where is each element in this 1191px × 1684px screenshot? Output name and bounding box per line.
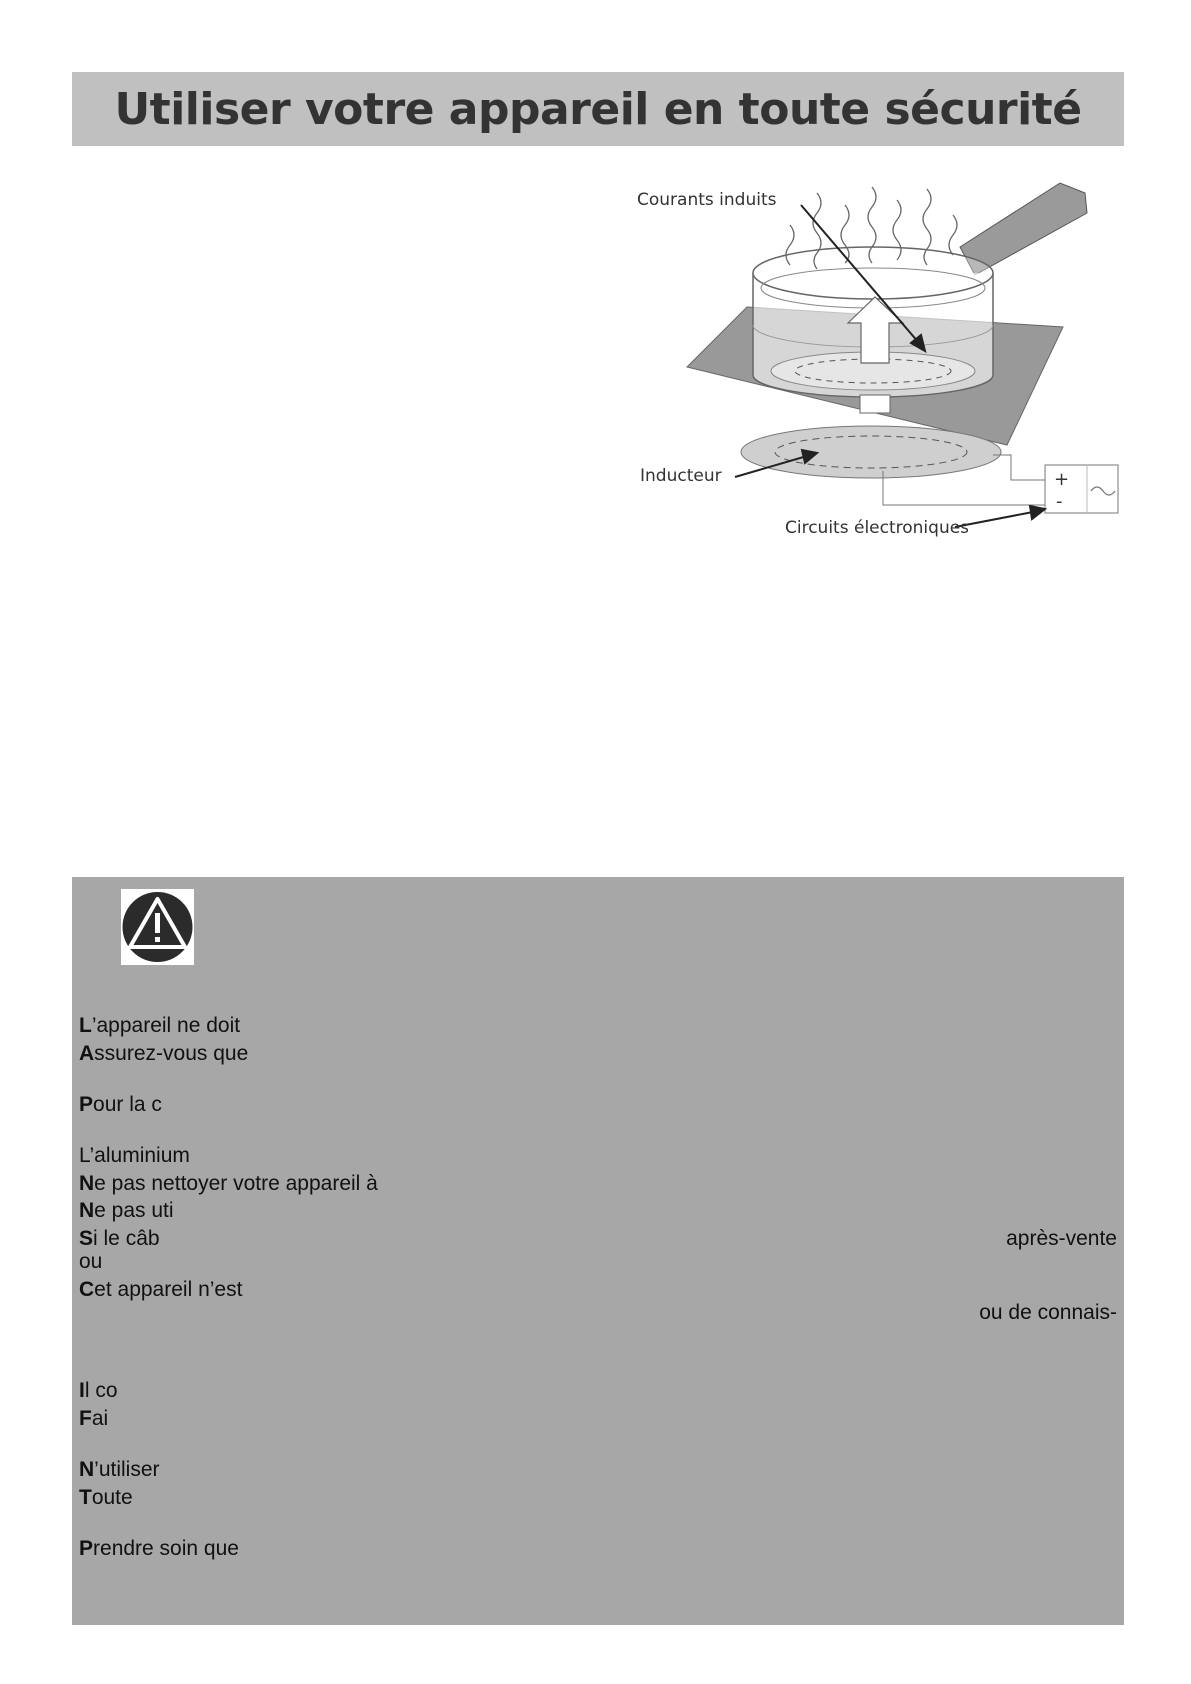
page-title-bar — [72, 72, 1124, 146]
warning-line-10: Il co — [79, 1379, 118, 1402]
label-courants-induits: Courants induits — [637, 190, 777, 210]
warning-line-1: L’appareil ne doit — [79, 1014, 241, 1037]
warning-line-5: Ne pas nettoyer votre appareil à — [79, 1172, 378, 1195]
induction-diagram — [635, 175, 1125, 555]
page-title: Utiliser votre appareil en toute sécurité — [114, 83, 1082, 135]
warning-line-9: Cet appareil n’est — [79, 1278, 243, 1301]
label-plus: + — [1054, 469, 1070, 490]
warning-line-8: ou — [79, 1250, 103, 1273]
warning-triangle-icon — [121, 889, 194, 965]
warning-line-7: Si le câb — [79, 1227, 160, 1250]
warning-line-3: Pour la c — [79, 1093, 162, 1116]
safety-warning-panel — [72, 877, 1124, 1625]
warning-right-fragment-1: après-vente — [1006, 1227, 1117, 1250]
label-inducteur: Inducteur — [640, 466, 722, 486]
warning-line-11: Fai — [79, 1407, 109, 1430]
induction-pan-illustration — [635, 175, 1125, 555]
warning-line-2: Assurez-vous que — [79, 1042, 249, 1065]
label-minus: - — [1056, 491, 1063, 512]
label-circuits-electroniques: Circuits électroniques — [785, 518, 970, 538]
warning-right-fragment-2: ou de connais- — [979, 1301, 1117, 1324]
warning-line-13: Toute — [79, 1486, 133, 1509]
warning-line-14: Prendre soin que — [79, 1537, 239, 1560]
warning-line-6: Ne pas uti — [79, 1199, 174, 1222]
warning-line-4: L’aluminium — [79, 1144, 190, 1167]
warning-line-12: N’utiliser — [79, 1458, 160, 1481]
